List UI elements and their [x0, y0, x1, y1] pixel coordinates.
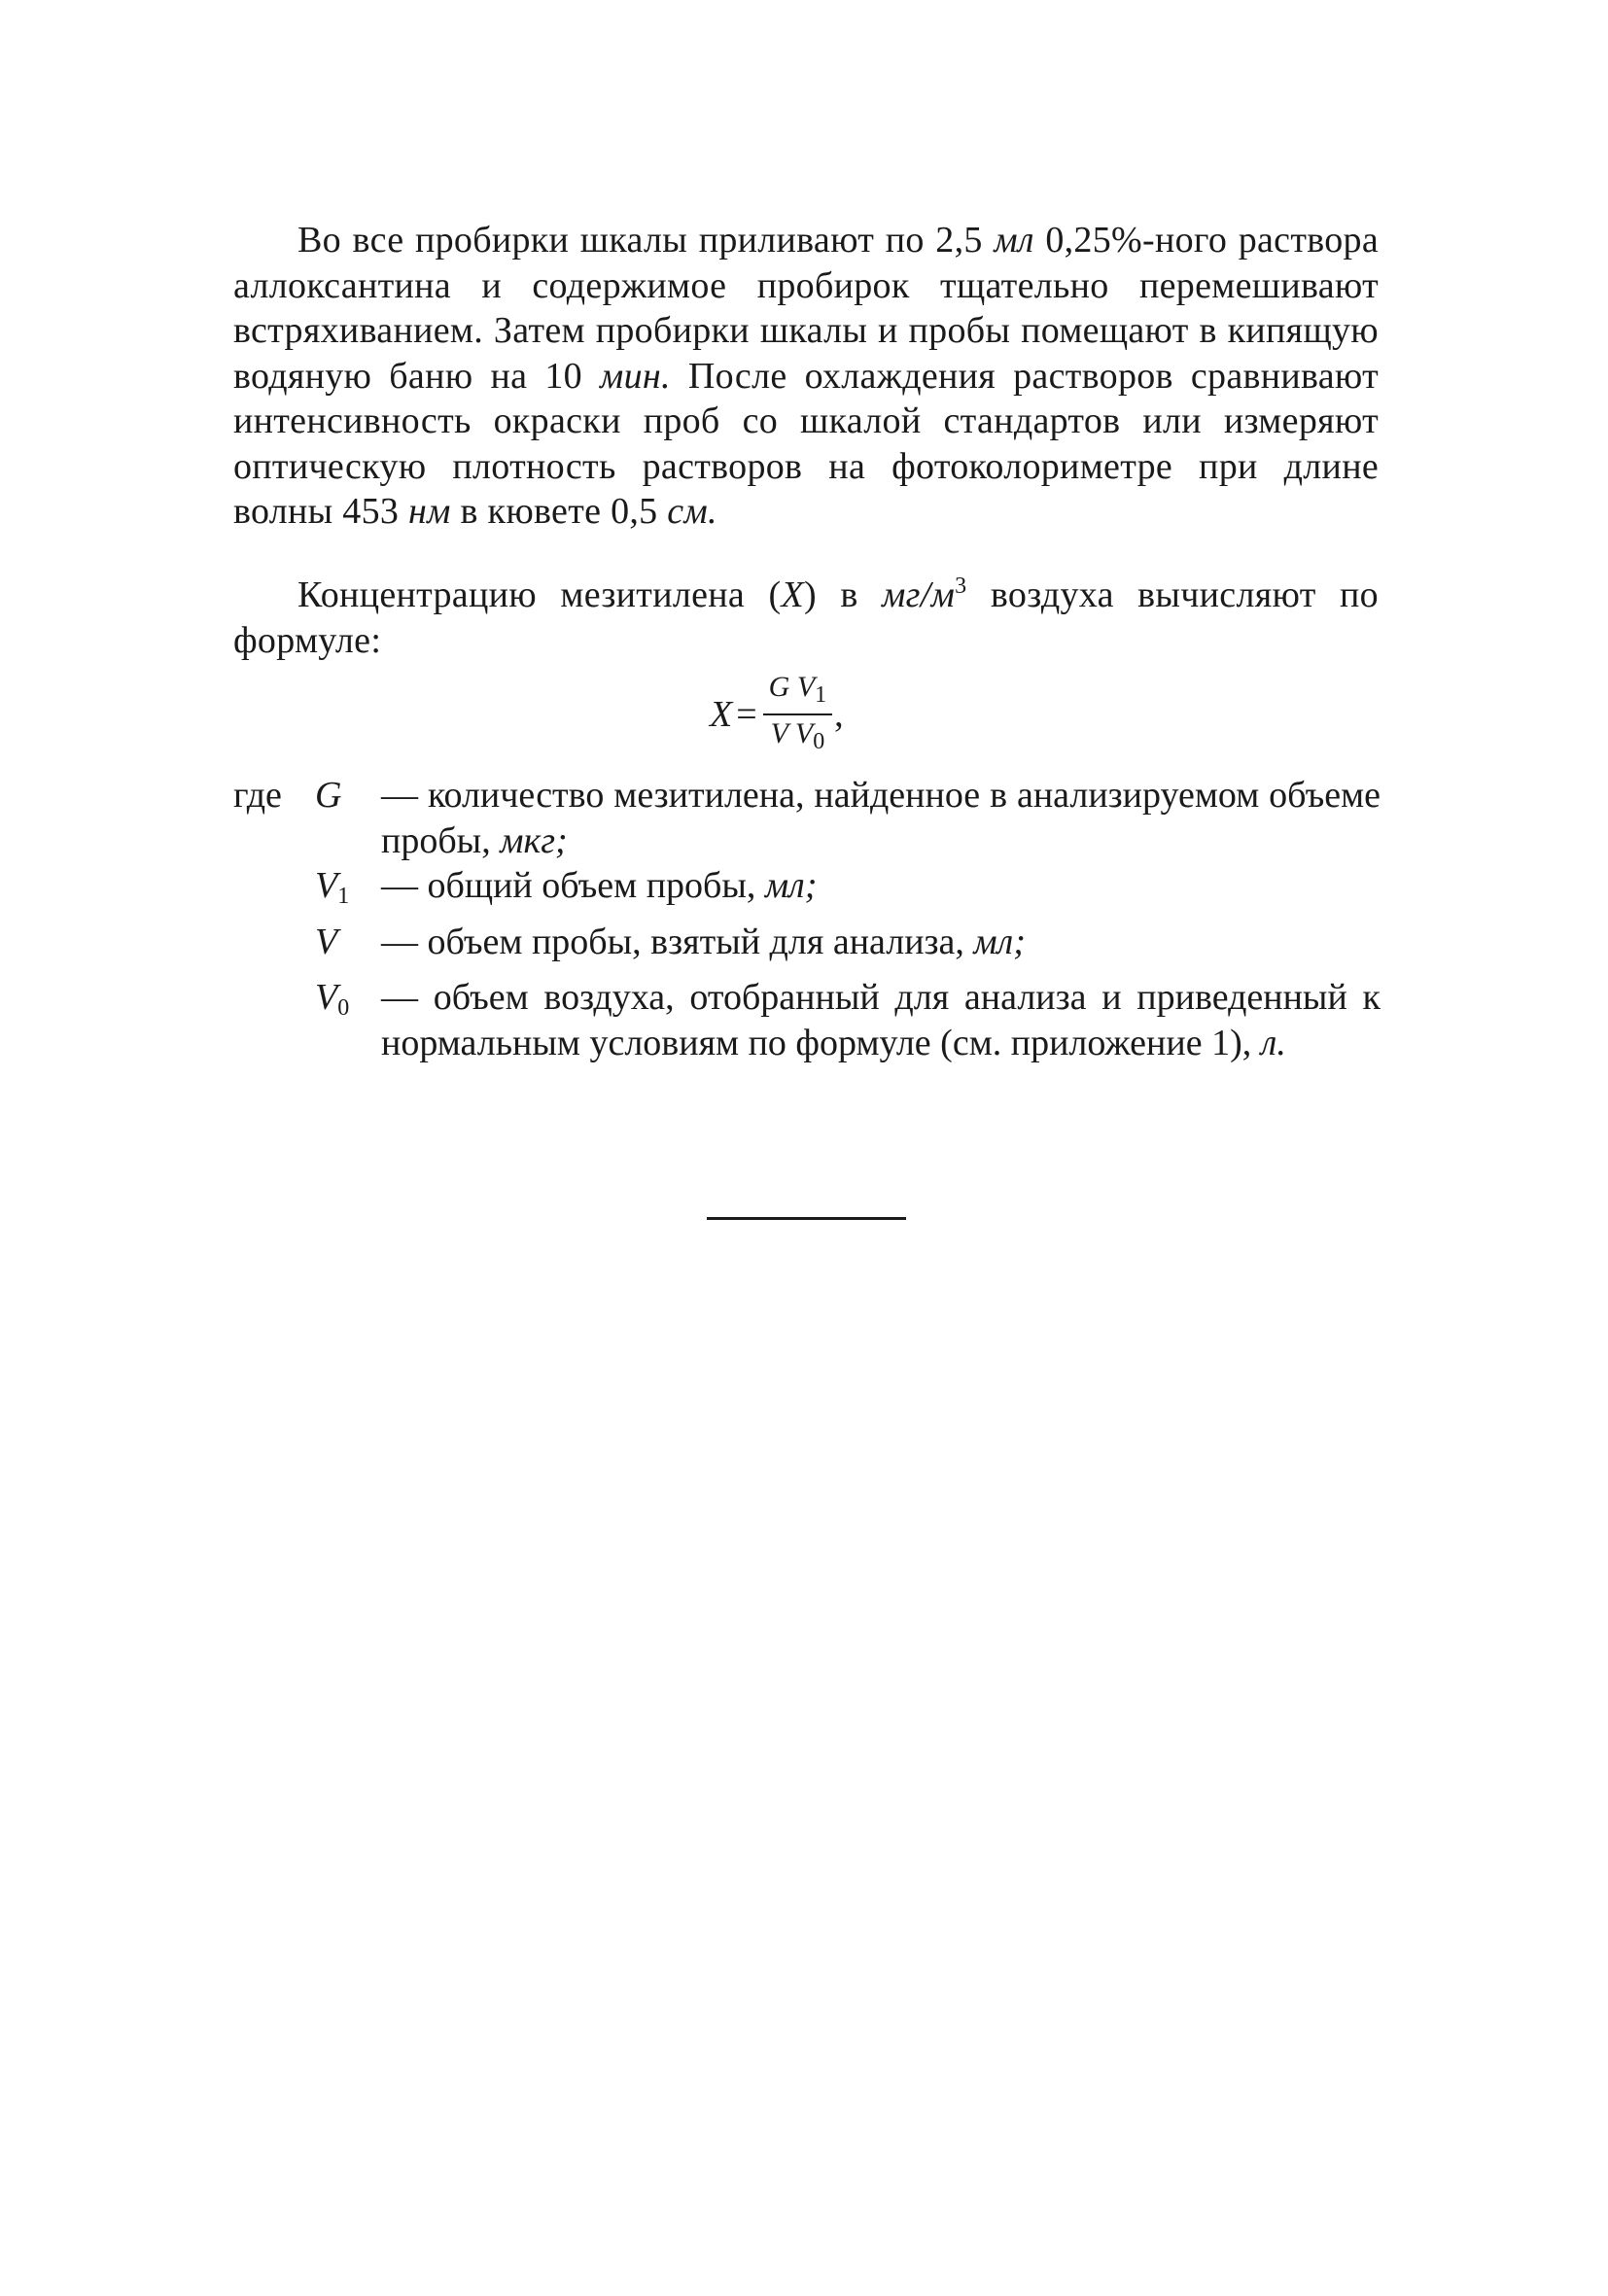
legend-item: [233, 773, 1381, 863]
legend-symbol-letter: V: [315, 865, 338, 906]
unit-min: мин.: [600, 355, 671, 397]
paragraph-concentration: [233, 564, 1379, 663]
numerator-subscript: 1: [815, 682, 827, 708]
legend-text: количество мезитилена, найденное в анализируемом объеме пробы,: [381, 775, 1381, 861]
legend-dash: —: [381, 977, 434, 1018]
paragraph-procedure: [233, 218, 1379, 535]
legend-description: [373, 863, 1381, 920]
legend-symbol: [315, 920, 373, 976]
legend-text: объем пробы, взятый для анализа,: [427, 921, 974, 962]
legend-text: общий объем пробы,: [427, 865, 765, 906]
formula-denominator: [765, 715, 831, 758]
formula: [710, 671, 844, 758]
legend-symbol-letter: V: [315, 977, 338, 1018]
text-segment: Концентрацию мезитилена (: [297, 574, 782, 615]
text-segment: в кювете 0,5: [450, 491, 668, 532]
legend-item: [233, 863, 1381, 920]
legend-lead-spacer: [233, 863, 315, 920]
legend-dash: —: [381, 921, 428, 962]
superscript-3: 3: [955, 574, 967, 599]
numerator-text: G V: [768, 671, 816, 703]
unit-ml: мл: [994, 220, 1034, 261]
text-segment: После охлаждения растворов сравнивают интенсивность окраски проб со шкалой стандартов или измеряют оптическую плотность растворов на фотоколориметре при длине волны 453: [233, 355, 1379, 532]
formula-numerator: [763, 671, 833, 715]
text-segment: Во все пробирки шкалы приливают по 2,5: [297, 220, 995, 261]
legend-item: [233, 920, 1381, 976]
unit-mg-m3: мг/м: [882, 574, 956, 615]
legend-lead-spacer: [233, 920, 315, 976]
legend-symbol: [315, 863, 373, 920]
symbol-x: X: [781, 574, 804, 615]
legend-unit: мкг;: [500, 819, 568, 861]
legend-symbol-letter: V: [315, 921, 338, 962]
end-divider-line: [707, 1217, 906, 1220]
legend-text: объем воздуха, отобранный для анализа и приведенный к нормальным условиям по формуле (см. приложение 1),: [381, 977, 1381, 1063]
formula-comma: ,: [834, 694, 844, 735]
legend-symbol-subscript: 1: [337, 884, 350, 909]
legend-unit: л.: [1260, 1022, 1286, 1063]
legend-lead-word: где: [233, 775, 282, 816]
formula-equals: =: [736, 694, 757, 735]
text-segment: воздуха вычисляют по формуле:: [233, 574, 1379, 661]
legend-dash: —: [381, 775, 428, 816]
legend-description: [373, 975, 1381, 1065]
legend-description: [373, 920, 1381, 976]
legend-unit: мл;: [973, 921, 1026, 962]
legend-item: [233, 975, 1381, 1065]
denominator-text: V V: [770, 717, 814, 749]
legend-symbol-subscript: 0: [337, 995, 350, 1021]
formula-fraction: [763, 671, 833, 758]
legend-lead-spacer: [233, 975, 315, 1065]
legend-dash: —: [381, 865, 428, 906]
denominator-subscript: 0: [813, 729, 825, 754]
legend-symbol: [315, 975, 373, 1065]
formula-lhs: X: [710, 694, 733, 735]
text-segment: ) в: [803, 574, 883, 615]
legend-unit: мл;: [764, 865, 818, 906]
legend-symbol: [315, 773, 373, 863]
legend-symbol-letter: G: [315, 775, 342, 816]
legend-description: [373, 773, 1381, 863]
unit-nm: нм: [408, 491, 451, 532]
text-segment: 0,25%-ного раствора аллоксантина и содержимое пробирок тщательно перемешивают встряхиванием. Затем пробирки шкалы и пробы помещают в кипящую водяную баню на 10: [233, 220, 1380, 397]
unit-cm: см.: [667, 491, 717, 532]
formula-legend: [233, 773, 1381, 1065]
